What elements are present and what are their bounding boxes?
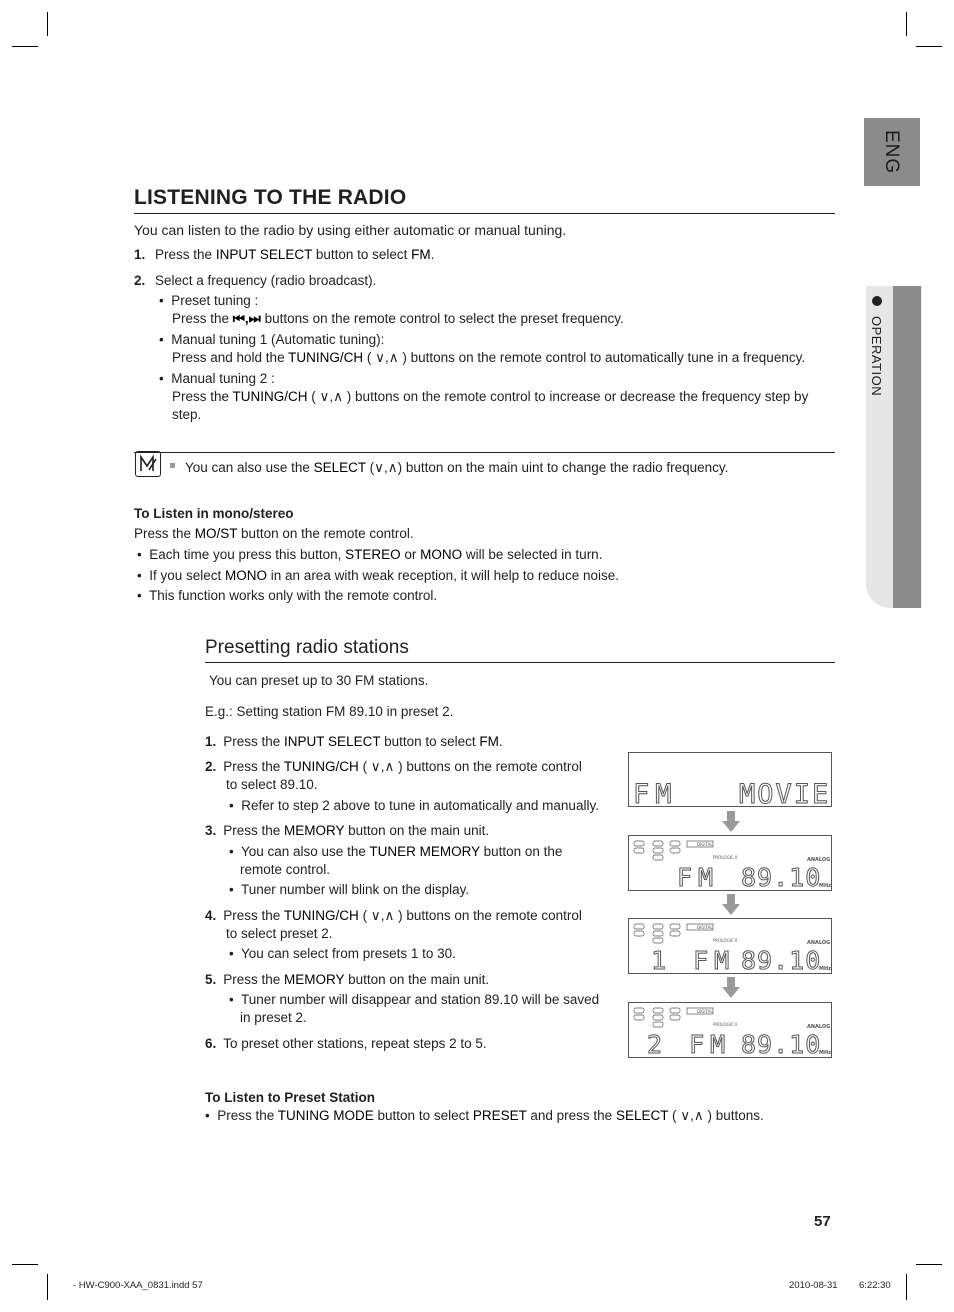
preset-station-text: • Press the TUNING MODE button to select PRESET and press the SELECT ( ∨,∧ ) buttons. [205, 1108, 764, 1123]
mono-bullet-2: • If you select MONO in an area with weak reception, it will help to reduce noise. [137, 568, 619, 583]
svg-text:MHz: MHz [819, 966, 831, 972]
svg-text:MOVIE: MOVIE [739, 779, 831, 806]
manual-tuning-2-heading: • Manual tuning 2 : [159, 371, 275, 386]
preset-step-3-bullet-2: • Tuner number will blink on the display. [229, 882, 470, 897]
preset-step-2-bullet: • Refer to step 2 above to tune in automatically and manually. [229, 798, 599, 813]
note-text: You can also use the SELECT (∨,∧) button on the main uint to change the radio frequency. [185, 460, 729, 475]
step-1: 1. Press the INPUT SELECT button to select FM. [134, 247, 435, 262]
language-tab-label: ENG [881, 130, 902, 175]
page-title: LISTENING TO THE RADIO [134, 186, 407, 209]
svg-text:FM: FM [633, 779, 678, 806]
svg-text:PROLOGIC II: PROLOGIC II [713, 938, 738, 943]
preset-tuning-heading: • Preset tuning : [159, 293, 259, 308]
manual-tuning-2-text: Press the TUNING/CH ( ∨,∧ ) buttons on the remote control to increase or decrease the frequency step by [172, 389, 809, 404]
display-4-readout [629, 1003, 831, 1057]
intro-text: You can listen to the radio by using either automatic or manual tuning. [134, 222, 567, 238]
manual-tuning-1-text: Press and hold the TUNING/CH ( ∨,∧ ) buttons on the remote control to automatically tune in a frequency. [172, 350, 806, 365]
title-rule [134, 213, 835, 214]
note-bullet-icon [170, 463, 175, 468]
crop-mark [47, 1274, 48, 1300]
svg-text:2 FM: 2 FM [647, 1030, 732, 1057]
note-icon [135, 451, 161, 477]
svg-text:89.10: 89.10 [741, 863, 822, 890]
crop-mark [47, 12, 48, 36]
svg-text:89.10: 89.10 [741, 946, 822, 973]
svg-text:ANALOG: ANALOG [807, 940, 831, 946]
svg-text:DIGITAL: DIGITAL [697, 1009, 713, 1014]
skip-icon: ⏮,⏭ [232, 311, 261, 326]
section-tab-bar [893, 286, 921, 608]
preset-step-4-bullet: • You can select from presets 1 to 30. [229, 946, 456, 961]
svg-text:PROLOGIC II: PROLOGIC II [713, 855, 738, 860]
footer-file: - HW-C900-XAA_0831.indd 57 [73, 1280, 203, 1291]
crop-mark [916, 46, 942, 47]
preset-step-5-bullet: • Tuner number will disappear and station 89.10 will be saved [229, 992, 600, 1007]
svg-text:MHz: MHz [819, 883, 831, 889]
preset-tuning-text: Press the ⏮,⏭ buttons on the remote control to select the preset frequency. [172, 311, 624, 326]
preset-heading: Presetting radio stations [205, 637, 409, 658]
display-panel-4 [628, 1002, 832, 1058]
display-2-readout [629, 836, 831, 890]
svg-text:DIGITAL: DIGITAL [697, 842, 713, 847]
crop-mark [906, 12, 907, 36]
language-tab [864, 118, 920, 186]
svg-text:MHz: MHz [819, 1050, 831, 1056]
down-arrow-icon [722, 977, 740, 999]
preset-step-3: 3. Press the MEMORY button on the main unit. [205, 823, 490, 838]
crop-mark [12, 1264, 38, 1265]
down-arrow-icon [722, 811, 740, 833]
crop-mark [906, 1274, 907, 1300]
crop-mark [916, 1264, 942, 1265]
preset-step-6: 6. To preset other stations, repeat steps 2 to 5. [205, 1036, 487, 1051]
preset-step-4-cont: to select preset 2. [226, 926, 333, 941]
note-rule [134, 452, 835, 453]
preset-step-1: 1. Press the INPUT SELECT button to select FM. [205, 734, 503, 749]
manual-tuning-2-text-cont: step. [172, 407, 202, 422]
svg-text:ANALOG: ANALOG [807, 857, 831, 863]
mono-stereo-heading: To Listen in mono/stereo [134, 506, 294, 521]
down-arrow-icon [722, 894, 740, 916]
preset-station-heading: To Listen to Preset Station [205, 1090, 376, 1105]
svg-text:ANALOG: ANALOG [807, 1024, 831, 1030]
svg-text:1 FM: 1 FM [651, 946, 736, 973]
preset-step-5: 5. Press the MEMORY button on the main unit. [205, 972, 490, 987]
preset-step-2: 2. Press the TUNING/CH ( ∨,∧ ) buttons on the remote control [205, 759, 582, 774]
manual-tuning-1-heading: • Manual tuning 1 (Automatic tuning): [159, 332, 385, 347]
crop-mark [12, 46, 38, 47]
svg-text:DIGITAL: DIGITAL [697, 925, 713, 930]
display-panel-3 [628, 918, 832, 974]
preset-intro-1: You can preset up to 30 FM stations. [209, 673, 429, 688]
svg-text:PROLOGIC II: PROLOGIC II [713, 1022, 738, 1027]
svg-text:89.10: 89.10 [741, 1030, 822, 1057]
preset-step-4: 4. Press the TUNING/CH ( ∨,∧ ) buttons on the remote control [205, 908, 582, 923]
mono-bullet-1: • Each time you press this button, STEREO or MONO will be selected in turn. [137, 547, 603, 562]
preset-rule [205, 662, 835, 663]
preset-step-5-bullet-cont: in preset 2. [240, 1010, 307, 1025]
page-number: 57 [814, 1213, 831, 1230]
footer-time: 6:22:30 [859, 1280, 891, 1291]
section-bullet-icon [872, 296, 882, 306]
preset-step-3-bullet-1-cont: remote control. [240, 862, 331, 877]
display-3-readout [629, 919, 831, 973]
preset-step-3-bullet-1: • You can also use the TUNER MEMORY button on the [229, 844, 563, 859]
step-2: 2. Select a frequency (radio broadcast). [134, 273, 377, 288]
preset-step-2-cont: to select 89.10. [226, 777, 318, 792]
display-1-readout [629, 753, 831, 806]
mono-stereo-text: Press the MO/ST button on the remote control. [134, 526, 414, 541]
mono-bullet-3: • This function works only with the remote control. [137, 588, 438, 603]
section-tab-label: OPERATION [869, 316, 884, 397]
display-panel-2 [628, 835, 832, 891]
display-panel-1 [628, 752, 832, 807]
footer-date: 2010-08-31 [789, 1280, 838, 1291]
preset-intro-2: E.g.: Setting station FM 89.10 in preset 2. [205, 704, 454, 719]
svg-text:FM: FM [677, 863, 720, 890]
